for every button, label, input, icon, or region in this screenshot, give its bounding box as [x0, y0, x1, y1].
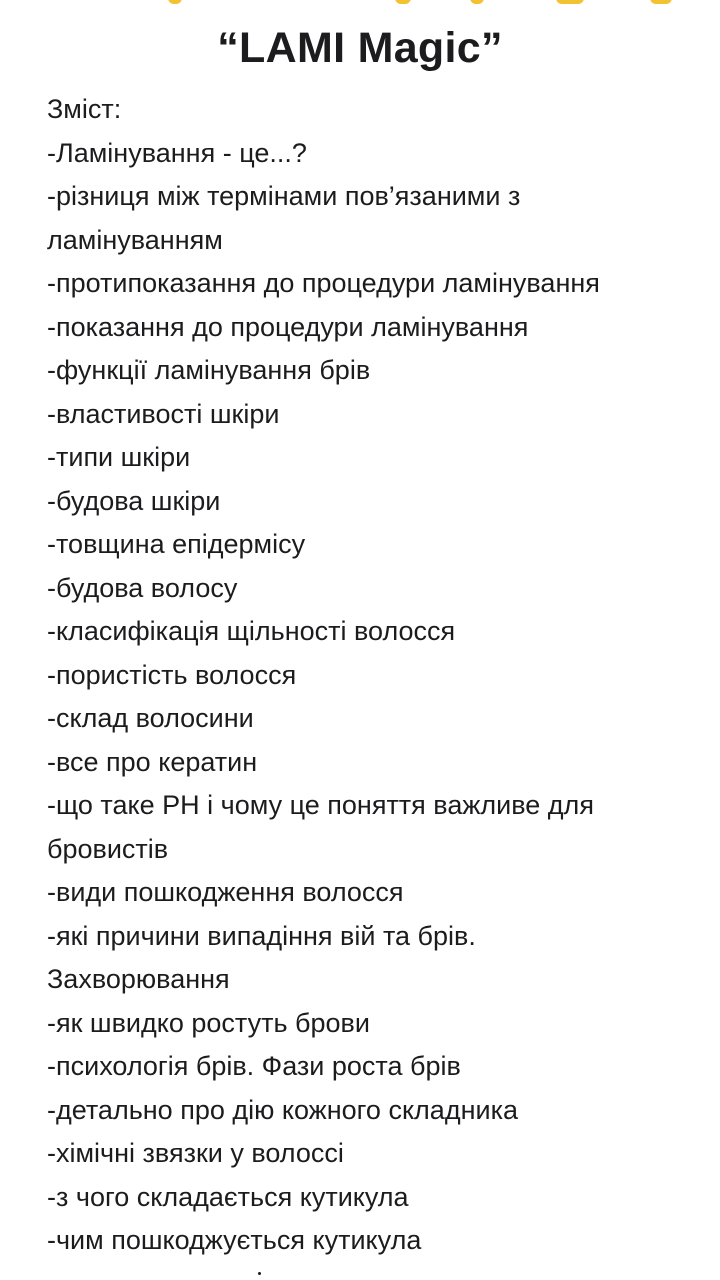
- table-of-contents: [47, 88, 707, 1263]
- contents-line: -класифікація щільності волосся: [47, 616, 456, 646]
- contents-line: -чим пошкоджується кутикула: [47, 1225, 422, 1255]
- contents-line: Захворювання: [47, 964, 230, 994]
- cutoff-text-fragment: [258, 1272, 261, 1275]
- contents-line: -детально про дію кожного складника: [47, 1094, 518, 1125]
- contents-line: -типи шкіри: [47, 442, 191, 472]
- contents-line: -показання до процедури ламінування: [47, 311, 529, 342]
- contents-line: -товщина епідермісу: [47, 529, 306, 559]
- contents-line: -що таке PH і чому це поняття важливе для: [47, 790, 594, 820]
- contents-heading: Зміст:: [47, 94, 122, 124]
- contents-line: -склад волосини: [47, 703, 254, 733]
- contents-line: -протипоказання до процедури ламінування: [47, 268, 600, 298]
- contents-line: -різниця між термінами пов’язаними з: [47, 181, 521, 211]
- contents-line: -з чого складається кутикула: [47, 1181, 409, 1212]
- top-decorative-strip: [0, 0, 720, 8]
- contents-line: -хімічні звязки у волоссі: [47, 1138, 344, 1168]
- contents-line: -психологія брів. Фази роста брів: [47, 1051, 461, 1081]
- contents-line: -функції ламінування брів: [47, 355, 371, 385]
- contents-line: -як швидко ростуть брови: [47, 1007, 370, 1038]
- contents-line: ламінуванням: [47, 224, 223, 255]
- decor-shape-icon: [168, 0, 182, 4]
- contents-line: -все про кератин: [47, 746, 258, 777]
- document-title: “LAMI Magic”: [217, 24, 503, 72]
- contents-line: -пористість волосся: [47, 659, 297, 690]
- contents-line: бровистів: [47, 833, 169, 864]
- contents-line: -будова шкіри: [47, 485, 221, 516]
- contents-line: -Ламінування - це...?: [47, 137, 307, 168]
- contents-line: -властивості шкіри: [47, 398, 280, 429]
- decor-shape-icon: [395, 0, 411, 4]
- decor-shape-icon: [470, 0, 484, 4]
- contents-line: -будова волосу: [47, 572, 238, 603]
- decor-shape-icon: [556, 0, 584, 4]
- contents-line: -які причини випадіння вій та брів.: [47, 920, 476, 951]
- contents-line: -види пошкодження волосся: [47, 877, 404, 907]
- decor-shape-icon: [650, 0, 672, 4]
